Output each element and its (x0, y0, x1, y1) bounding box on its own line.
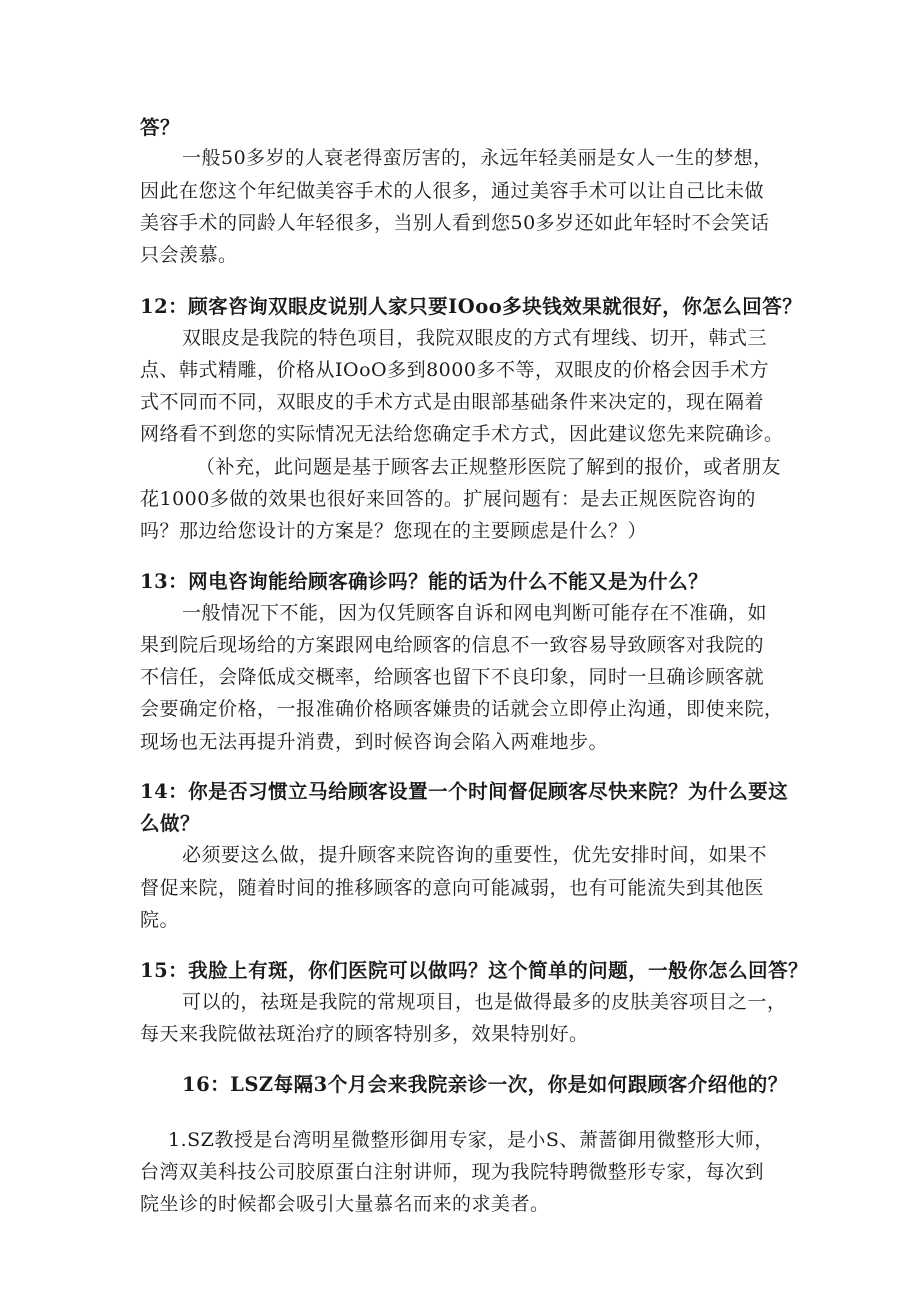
answer-16-line: 台湾双美科技公司胶原蛋白注射讲师，现为我院特聘微整形专家，每次到 (140, 1161, 765, 1183)
answer-12-supplement-line: 花1000多做的效果也很好来回答的。扩展问题有：是去正规医院咨询的 (140, 488, 756, 510)
answer-13-line: 不信任，会降低成交概率，给顾客也留下不良印象，同时一旦确诊顾客就 (140, 666, 765, 688)
answer-15-line: 每天来我院做祛斑治疗的顾客特别多，效果特别好。 (140, 1023, 589, 1045)
answer-12-supplement-line: 吗？那边给您设计的方案是？您现在的主要顾虑是什么？） (140, 520, 648, 542)
answer-13-line: 一般情况下不能，因为仅凭顾客自诉和网电判断可能存在不准确，如 (182, 602, 768, 624)
question-14-line: 14：你是否习惯立马给顾客设置一个时间督促顾客尽快来院？为什么要这 (140, 780, 789, 803)
answer-13-line: 果到院后现场给的方案跟网电给顾客的信息不一致容易导致顾客对我院的 (140, 634, 765, 656)
intro-answer-line: 因此在您这个年纪做美容手术的人很多，通过美容手术可以让自己比未做 (140, 180, 765, 202)
answer-12-line: 网络看不到您的实际情况无法给您确定手术方式，因此建议您先来院确诊。 (140, 423, 784, 445)
question-15: 15：我脸上有斑，你们医院可以做吗？这个简单的问题，一般你怎么回答？ (140, 959, 809, 982)
answer-13-line: 会要确定价格，一报准确价格顾客嫌贵的话就会立即停止沟通，即使来院， (140, 698, 784, 720)
answer-14-line: 必须要这么做，提升顾客来院咨询的重要性，优先安排时间，如果不 (182, 844, 768, 866)
question-14-line: 么做？ (140, 812, 201, 835)
question-16: 16：LSZ每隔3个月会来我院亲诊一次，你是如何跟顾客介绍他的？ (182, 1073, 788, 1096)
answer-14-line: 督促来院，随着时间的推移顾客的意向可能减弱，也有可能流失到其他医 (140, 877, 765, 899)
answer-16-line: 院坐诊的时候都会吸引大量慕名而来的求美者。 (140, 1193, 550, 1215)
answer-13-line: 现场也无法再提升消费，到时候咨询会陷入两难地步。 (140, 731, 609, 753)
intro-answer-line: 美容手术的同龄人年轻很多，当别人看到您50多岁还如此年轻时不会笑话 (140, 212, 770, 234)
intro-answer-line: 一般50多岁的人衰老得蛮厉害的，永远年轻美丽是女人一生的梦想， (182, 147, 773, 169)
intro-answer-line: 只会羡慕。 (140, 244, 238, 266)
intro-question-tail: 答？ (140, 116, 181, 139)
question-12: 12：顾客咨询双眼皮说别人家只要IOoo多块钱效果就很好，你怎么回答？ (140, 295, 803, 318)
answer-12-supplement-line: （补充，此问题是基于顾客去正规整形医院了解到的报价，或者朋友 (196, 456, 782, 478)
answer-12-line: 点、韩式精雕，价格从IOoO多到8000多不等，双眼皮的价格会因手术方 (140, 359, 769, 381)
answer-12-line: 式不同而不同，双眼皮的手术方式是由眼部基础条件来决定的，现在隔着 (140, 391, 765, 413)
answer-12-line: 双眼皮是我院的特色项目，我院双眼皮的方式有埋线、切开，韩式三 (182, 327, 768, 349)
question-13: 13：网电咨询能给顾客确诊吗？能的话为什么不能又是为什么？ (140, 570, 709, 593)
answer-14-line: 院。 (140, 909, 180, 931)
answer-15-line: 可以的，祛斑是我院的常规项目，也是做得最多的皮肤美容项目之一， (182, 991, 787, 1013)
answer-16-line: 1.SZ教授是台湾明星微整形御用专家，是小S、萧蔷御用微整形大师， (168, 1129, 774, 1151)
